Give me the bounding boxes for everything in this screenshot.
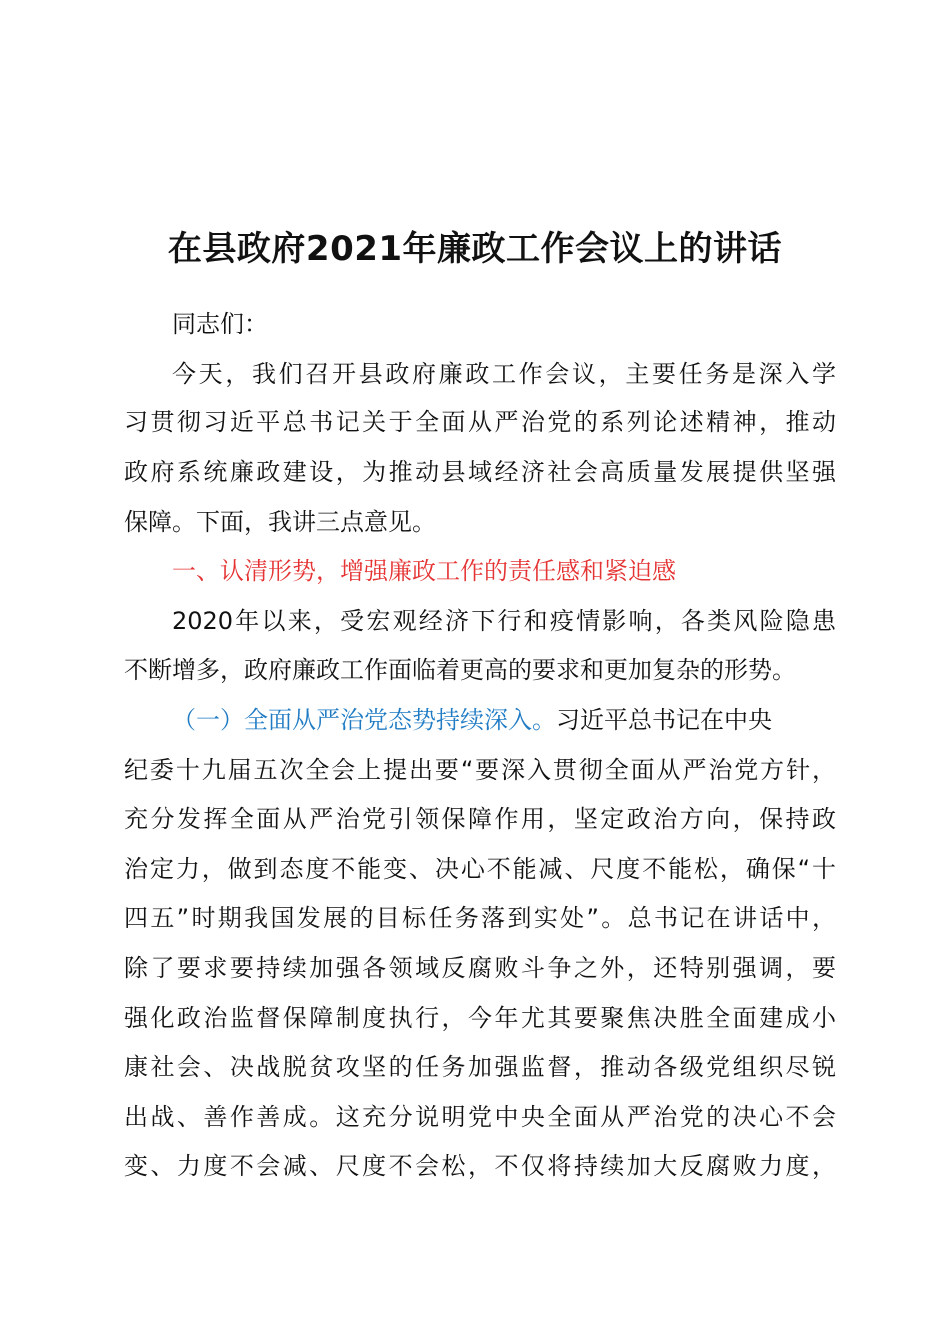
- paragraph-line: 四五”时期我国发展的目标任务落到实处”。总书记在讲话中，: [124, 904, 836, 932]
- paragraph-line: 康社会、决战脱贫攻坚的任务加强监督，推动各级党组织尽锐: [124, 1053, 836, 1081]
- paragraph-line: 治定力，做到态度不能变、决心不能减、尺度不能松，确保“十: [124, 855, 836, 883]
- paragraph-line: 出战、善作善成。这充分说明党中央全面从严治党的决心不会: [124, 1103, 836, 1131]
- section-heading: 一、认清形势，增强廉政工作的责任感和紧迫感: [172, 557, 676, 585]
- subsection-heading: （一）全面从严治党态势持续深入。: [172, 706, 556, 734]
- subsection-first-line: [172, 698, 836, 742]
- intro-line: 保障。下面，我讲三点意见。: [124, 508, 436, 536]
- document-title: 在县政府2021年廉政工作会议上的讲话: [167, 229, 783, 269]
- paragraph-line: 纪委十九届五次全会上提出要“要深入贯彻全面从严治党方针，: [124, 756, 836, 784]
- salutation: 同志们：: [172, 310, 268, 338]
- subsection-first-line-text: 习近平总书记在中央: [556, 706, 772, 734]
- intro-line: 习贯彻习近平总书记关于全面从严治党的系列论述精神，推动: [124, 408, 836, 436]
- paragraph-line: 变、力度不会减、尺度不会松，不仅将持续加大反腐败力度，: [124, 1152, 836, 1180]
- paragraph-line: 强化政治监督保障制度执行，今年尤其要聚焦决胜全面建成小: [124, 1004, 836, 1032]
- paragraph-line: 充分发挥全面从严治党引领保障作用，坚定政治方向，保持政: [124, 805, 836, 833]
- paragraph-line: 除了要求要持续加强各领域反腐败斗争之外，还特别强调，要: [124, 954, 836, 982]
- section-paragraph-line: 2020年以来，受宏观经济下行和疫情影响，各类风险隐患: [172, 607, 836, 635]
- section-paragraph-line: 不断增多，政府廉政工作面临着更高的要求和更加复杂的形势。: [124, 656, 796, 684]
- intro-line: 政府系统廉政建设，为推动县域经济社会高质量发展提供坚强: [124, 458, 836, 486]
- intro-line: 今天，我们召开县政府廉政工作会议，主要任务是深入学: [172, 360, 836, 388]
